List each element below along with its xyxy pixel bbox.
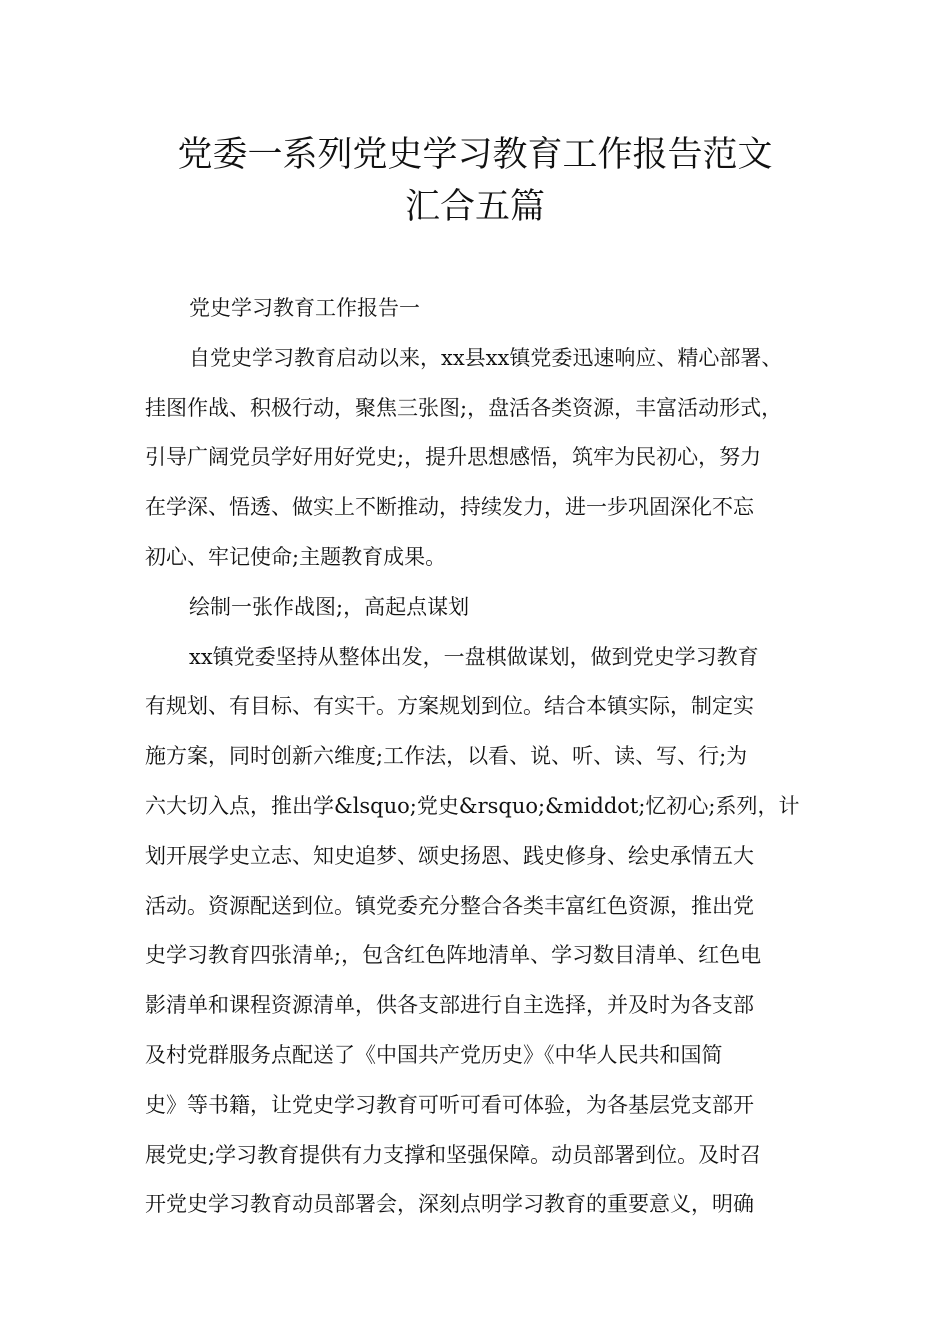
body-text-line: 展党史;学习教育提供有力支撑和坚强保障。动员部署到位。及时召 (145, 1142, 762, 1167)
body-text-line: 划开展学史立志、知史追梦、颂史扬恩、践史修身、绘史承情五大 (145, 843, 754, 868)
document-body (145, 284, 825, 1230)
body-text-line: 史学习教育四张清单;，包含红色阵地清单、学习数目清单、红色电 (145, 943, 762, 968)
body-text-line: 影清单和课程资源清单，供各支部进行自主选择，并及时为各支部 (145, 993, 754, 1018)
body-text-line: 引导广阔党员学好用好党史;，提升思想感悟，筑牢为民初心，努力 (145, 445, 762, 470)
document-title-line-2: 汇合五篇 (404, 187, 545, 227)
body-text-line: xx镇党委坚持从整体出发，一盘棋做谋划，做到党史学习教育 (189, 644, 759, 669)
body-text-line: 绘制一张作战图;，高起点谋划 (189, 594, 470, 619)
body-text-line: 有规划、有目标、有实干。方案规划到位。结合本镇实际，制定实 (145, 694, 754, 719)
body-text-line: 施方案，同时创新六维度;工作法，以看、说、听、读、写、行;为 (145, 744, 748, 769)
body-text-line: 开党史学习教育动员部署会，深刻点明学习教育的重要意义，明确 (145, 1192, 754, 1217)
body-text-line: 史》等书籍，让党史学习教育可听可看可体验，为各基层党支部开 (145, 1092, 754, 1117)
body-text-line: 党史学习教育工作报告一 (189, 296, 420, 320)
body-text-line: 活动。资源配送到位。镇党委充分整合各类丰富红色资源，推出党 (145, 893, 754, 918)
document-title-line-1: 党委一系列党史学习教育工作报告范文 (177, 135, 773, 175)
body-text-line: 六大切入点，推出学&lsquo;党史&rsquo;&middot;忆初心;系列，计 (145, 793, 800, 818)
body-text-line: 在学深、悟透、做实上不断推动，持续发力，进一步巩固深化不忘 (145, 495, 754, 520)
body-text-line: 及村党群服务点配送了《中国共产党历史》《中华人民共和国简 (145, 1042, 723, 1067)
body-text-line: 自党史学习教育启动以来，xx县xx镇党委迅速响应、精心部署、 (189, 345, 783, 370)
body-text-line: 挂图作战、积极行动，聚焦三张图;，盘活各类资源，丰富活动形式， (145, 395, 783, 420)
body-text-line: 初心、牢记使命;主题教育成果。 (145, 544, 447, 569)
